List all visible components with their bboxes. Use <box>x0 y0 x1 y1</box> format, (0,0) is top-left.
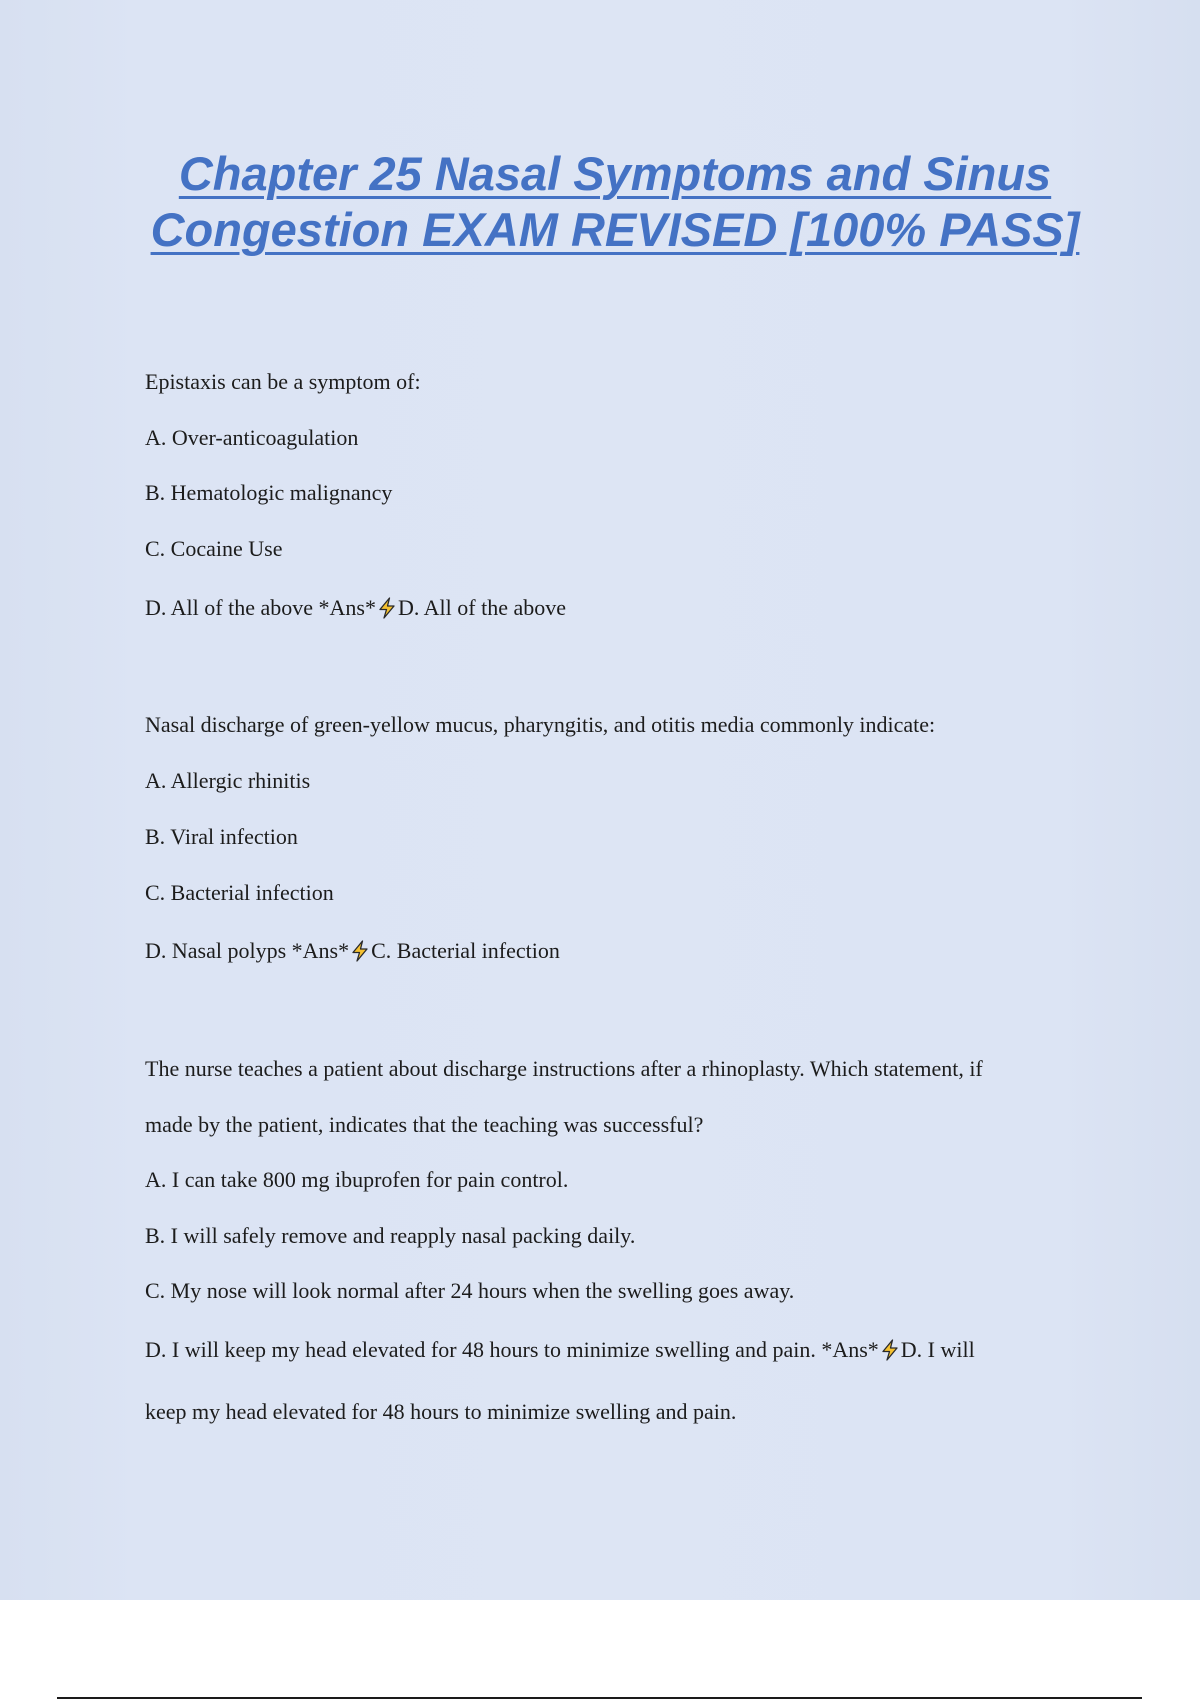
question-3-option-d: D. I will keep my head elevated for 48 hours to minimize swelling and pain. <box>145 1337 816 1362</box>
question-3-option-d-line <box>145 1337 975 1363</box>
question-1-option-d: D. All of the above <box>145 595 314 620</box>
lightning-bolt-icon <box>880 1339 900 1361</box>
bottom-rule <box>57 1697 1142 1699</box>
question-2-option-b: B. Viral infection <box>145 824 298 849</box>
question-3-option-a: A. I can take 800 mg ibuprofen for pain control. <box>145 1167 569 1192</box>
question-2-option-a: A. Allergic rhinitis <box>145 768 311 793</box>
question-1-option-b: B. Hematologic malignancy <box>145 480 393 505</box>
question-2-answer: C. Bacterial infection <box>371 938 560 963</box>
lightning-bolt-icon <box>377 597 397 619</box>
page-title: Chapter 25 Nasal Symptoms and Sinus Congestion EXAM REVISED [100% PASS] <box>150 147 1080 256</box>
answer-marker: *Ans* <box>318 595 376 620</box>
question-3-answer-line-2: keep my head elevated for 48 hours to minimize swelling and pain. <box>145 1399 737 1424</box>
question-2-option-c: C. Bacterial infection <box>145 880 334 905</box>
question-2-option-d-line <box>145 938 560 964</box>
question-1-option-d-line <box>145 595 566 621</box>
question-1-answer: D. All of the above <box>397 595 567 620</box>
question-3-option-c: C. My nose will look normal after 24 hours when the swelling goes away. <box>145 1278 795 1303</box>
question-3-option-b: B. I will safely remove and reapply nasal packing daily. <box>145 1223 636 1248</box>
answer-marker: *Ans* <box>291 938 350 963</box>
question-3-answer-line-1: D. I will <box>900 1337 975 1362</box>
question-3-stem-line-2: made by the patient, indicates that the teaching was successful? <box>145 1112 704 1137</box>
question-2-stem: Nasal discharge of green-yellow mucus, pharyngitis, and otitis media commonly indicate: <box>145 712 936 737</box>
question-2-option-d: D. Nasal polyps <box>145 938 287 963</box>
lightning-bolt-icon <box>350 940 370 962</box>
question-3-stem-line-1: The nurse teaches a patient about discharge instructions after a rhinoplasty. Which statement, if <box>145 1056 983 1081</box>
answer-marker: *Ans* <box>821 1337 879 1362</box>
question-1-stem: Epistaxis can be a symptom of: <box>145 369 421 394</box>
question-1-option-a: A. Over-anticoagulation <box>145 425 359 450</box>
question-1-option-c: C. Cocaine Use <box>145 536 283 561</box>
